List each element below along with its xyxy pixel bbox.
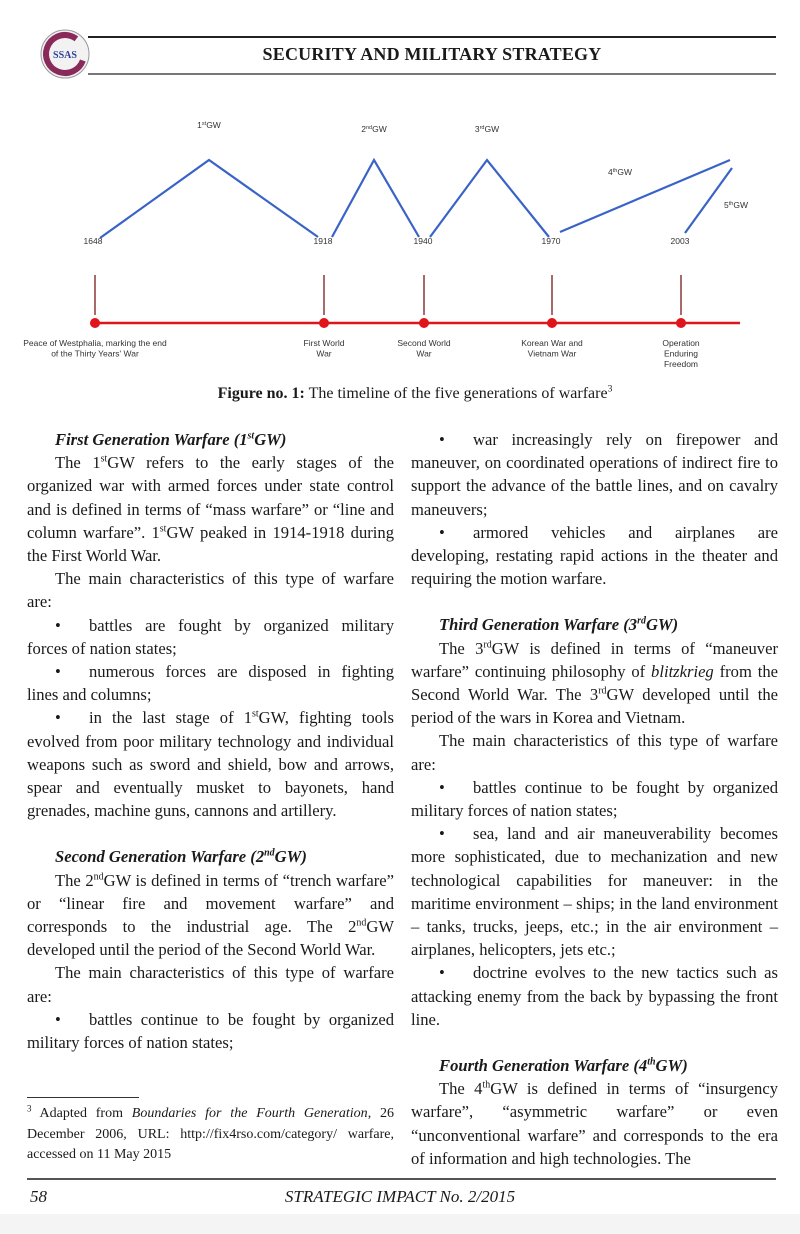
paragraph: The 1stGW refers to the early stages of the organized war with armed forces under state control and is defined in terms of “mass warfare” or “line and column warfare”. 1stGW peaked in 1914-1918 during the First World War. [27,453,395,566]
bullet-icon: • [439,824,445,844]
journal-footer: STRATEGIC IMPACT No. 2/2015 [284,1187,516,1206]
generation-line-3 [430,160,549,237]
event-label-1970: Korean War and Vietnam War [521,338,583,359]
footnote-source-title: Boundaries for the Fourth Generation [131,1106,368,1121]
year-label-1970: 1970 [541,236,561,246]
event-marker-2003 [676,318,686,328]
event-marker-1970 [547,318,557,328]
paragraph: The main characteristics of this type of warfare are: [411,731,778,774]
bullet-item: • war increasingly rely on firepower and maneuver, on coordinated operations of indirect fire to support the advance of the battle lines, and on cavalry maneuvers; [411,430,778,519]
footer-rule [27,1178,776,1180]
event-marker-1940 [419,318,429,328]
year-label-1940: 1940 [413,236,433,246]
bullet-icon: • [439,430,445,449]
generation-label-4: 4thGW [608,167,632,177]
bullet-icon: • [439,777,445,797]
footnote-rule [27,1097,139,1098]
generation-label-1: 1stGW [197,120,221,130]
footnote-text: , 26 December 2006, URL: http://fix4rso.com/category/ warfare, accessed on 11 May 2015 [27,1106,394,1162]
bullet-icon: • [55,1009,61,1029]
bullet-item: • armored vehicles and airplanes are developing, restating rapid actions in the theater and requiring the motion warfare. [411,522,778,589]
bullet-item: • in the last stage of 1stGW, fighting tools evolved from poor military technology and individual weapons such as sword and shield, bow and arrows, spear and eventually musket to bayonets, hand grenades, machine guns, cannons and artillery. [27,708,394,821]
bullet-item: • doctrine evolves to the new tactics such as attacking enemy from the back by bypassing the front line. [411,963,778,1029]
event-label-2003: Operation Enduring Freedom [662,338,700,369]
bullet-item: • battles continue to be fought by organized military forces of nation states; [411,777,778,821]
event-marker-1918 [319,318,329,328]
footnote: $^3$ Adapted from Boundaries for the Fourth Generation, 26 December 2006, URL: http://fix4rso.com/category/ warfare, accessed on 11 May 2015 [27,1103,394,1162]
bullet-item: • numerous forces are disposed in fighting lines and columns; [27,662,394,705]
paragraph: The 4thGW is defined in terms of “insurgency warfare”, “asymmetric warfare” or even “unconventional warfare” and corresponds to the era of information and high technologies. The [411,1079,779,1168]
paragraph: The main characteristics of this type of warfare are: [27,569,394,612]
paragraph: The main characteristics of this type of warfare are: [27,963,394,1006]
timeline-diagram [0,100,800,380]
generation-label-5: 5thGW [724,200,748,210]
paragraph: The 3rdGW is defined in terms of “maneuver warfare” continuing philosophy of blitzkrieg from the Second World War. The 3rdGW developed until the period of the wars in Korea and Vietnam. [411,638,778,728]
section-heading-1gw: First Generation Warfare (1stGW) [55,430,287,449]
event-marker-1648 [90,318,100,328]
page-number: 58 [30,1187,47,1206]
figure-caption [0,385,800,403]
header-rule-bottom [88,73,776,75]
bullet-icon: • [55,615,61,635]
bullet-item: • battles continue to be fought by organized military forces of nation states; [27,1009,394,1053]
page-bottom-margin [0,1214,800,1234]
event-label-1648: Peace of Westphalia, marking the end of the Thirty Years' War [23,338,167,359]
section-heading-3gw: Third Generation Warfare (3rdGW) [439,615,679,635]
bullet-icon: • [439,522,445,542]
logo-text: SSAS [53,50,77,61]
year-label-1648: 1648 [83,236,103,246]
generation-line-1 [100,160,318,238]
section-heading-4gw: Fourth Generation Warfare (4thGW) [439,1056,688,1076]
section-heading-2gw: Second Generation Warfare (2ndGW) [55,847,307,867]
generation-label-2: 2ndGW [361,124,387,134]
timeline-figure [0,100,800,380]
caption-label: Figure no. 1: [217,385,305,402]
footnote-number: 3 [27,1103,32,1114]
right-column [411,428,778,1170]
caption-text: The timeline of the five generations of warfare [304,385,608,402]
bullet-icon: • [55,662,61,682]
year-label-2003: 2003 [670,236,690,246]
bullet-item: • battles are fought by organized military forces of nation states; [27,615,394,658]
bullet-icon: • [439,963,445,983]
bullet-icon: • [55,708,61,728]
journal-logo [38,28,92,80]
generation-label-3: 3rdGW [474,124,500,134]
header-rule-top [88,36,776,38]
paragraph: The 2ndGW is defined in terms of “trench warfare” or “linear fire and movement warfare” and corresponds to the industrial age. The 2ndGW developed until the period of the Second World War. [27,870,394,960]
running-header-title: SECURITY AND MILITARY STRATEGY [262,44,602,64]
caption-footnote-ref[interactable]: 3 [607,383,613,395]
left-column [27,428,394,1054]
generation-line-2 [332,160,419,237]
event-label-1918: First World War [303,338,345,359]
bullet-item: • sea, land and air maneuverability becomes more sophisticated, due to mechanization and new technological capabilities for maneuver: in the maritime environment – ships; in the land environment – tanks, trucks, jeeps, etc.; in the air environment – airplanes, helicopters, jets etc.; [411,824,778,960]
year-label-1918: 1918 [313,236,333,246]
event-label-1940: Second World War [397,338,451,359]
generation-line-4 [560,160,730,232]
